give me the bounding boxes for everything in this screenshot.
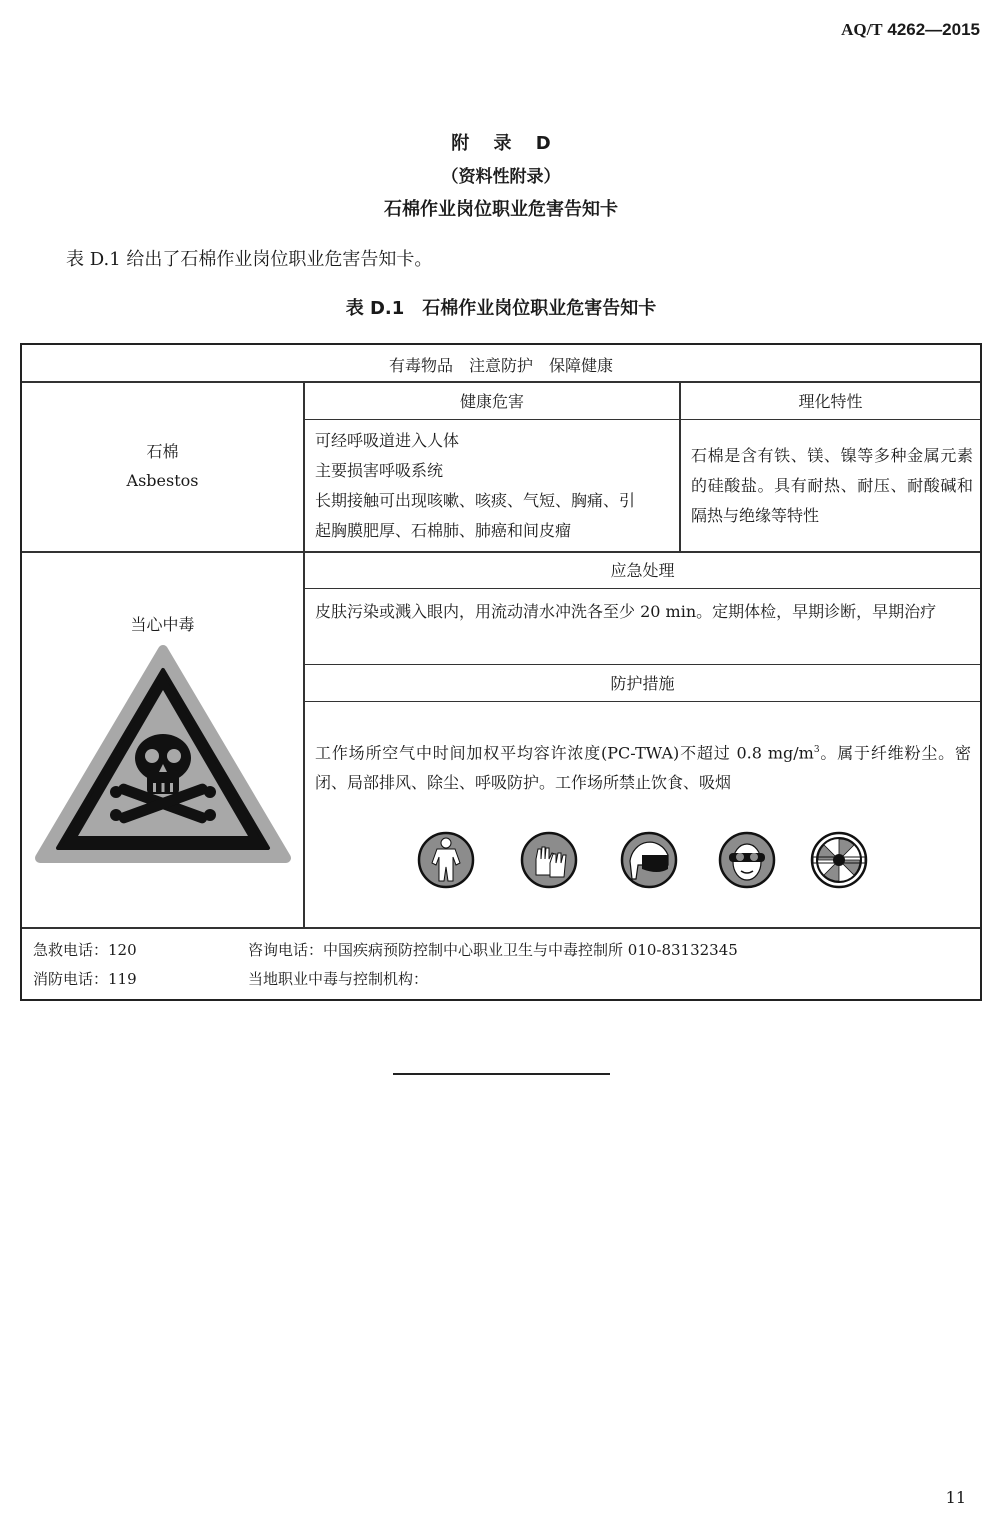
health-hazard-line: 可经呼吸道进入人体 xyxy=(315,431,460,450)
health-hazard-line: 主要损害呼吸系统 xyxy=(315,461,444,480)
health-hazard-text xyxy=(315,426,675,546)
row-divider xyxy=(304,419,980,420)
column-divider xyxy=(303,382,305,928)
standard-number: 4262—2015 xyxy=(887,20,980,39)
emergency-text: 皮肤污染或溅入眼内，用流动清水冲洗各至少 20 min。定期体检，早期诊断，早期治疗 xyxy=(315,602,937,621)
appendix-type: （资料性附录） xyxy=(441,167,561,187)
unit-superscript: 3 xyxy=(813,745,820,755)
face-shield-icon xyxy=(620,831,678,889)
health-hazard-header: 健康危害 xyxy=(459,392,524,411)
health-hazard-line: 长期接触可出现咳嗽、咳痰、气短、胸痛、引 xyxy=(315,491,636,510)
substance-name-cn: 石棉 xyxy=(146,442,179,461)
row-divider xyxy=(22,381,980,383)
protective-gloves-icon xyxy=(520,831,578,889)
protective-suit-icon xyxy=(417,831,475,889)
properties-text: 石棉是含有铁、镁、镍等多种金属元素的硅酸盐。具有耐热、耐压、耐酸碱和隔热与绝缘等特性 xyxy=(691,446,973,525)
standard-code-name: AQ/T xyxy=(841,20,883,39)
row-divider xyxy=(22,551,980,553)
fire-phone: 消防电话：119 xyxy=(33,970,137,988)
first-aid-phone: 急救电话：120 xyxy=(33,941,137,959)
ventilation-fan-icon xyxy=(810,831,868,889)
toxic-skull-triangle-icon xyxy=(34,642,292,864)
intro-paragraph: 表 D.1 给出了石棉作业岗位职业危害告知卡。 xyxy=(66,249,433,270)
warning-label: 当心中毒 xyxy=(130,615,195,634)
properties-header: 理化特性 xyxy=(798,392,863,411)
ppe-icon-row xyxy=(417,831,887,891)
consult-phone: 咨询电话：中国疾病预防控制中心职业卫生与中毒控制所 010-83132345 xyxy=(248,941,738,959)
row-divider xyxy=(304,664,980,665)
table-caption: 表 D.1 石棉作业岗位职业危害告知卡 xyxy=(345,298,657,319)
protection-text-rest: 。属于纤维粉尘。密闭、局部排风、除尘、呼吸防护。工作场所禁止饮食、吸烟 xyxy=(315,743,971,793)
goggles-icon xyxy=(718,831,776,889)
end-rule xyxy=(393,1073,610,1075)
row-divider xyxy=(304,588,980,589)
hazard-notice-card xyxy=(20,343,982,1001)
appendix-title: 附 录 D xyxy=(451,133,551,154)
protection-text xyxy=(315,735,971,798)
emergency-header: 应急处理 xyxy=(610,561,675,580)
protection-header: 防护措施 xyxy=(610,674,675,693)
row-divider xyxy=(22,927,980,929)
local-agency: 当地职业中毒与控制机构： xyxy=(248,970,429,988)
protection-text-main: 工作场所空气中时间加权平均容许浓度(PC-TWA)不超过 0.8 mg/m xyxy=(315,743,814,763)
health-hazard-line: 起胸膜肥厚、石棉肺、肺癌和间皮瘤 xyxy=(315,521,572,540)
standard-code xyxy=(841,20,980,40)
row-divider xyxy=(304,701,980,702)
substance-name-en: Asbestos xyxy=(126,471,199,490)
card-slogan: 有毒物品 注意防护 保障健康 xyxy=(388,356,613,375)
page-number: 11 xyxy=(945,1488,966,1507)
appendix-name: 石棉作业岗位职业危害告知卡 xyxy=(384,199,618,220)
